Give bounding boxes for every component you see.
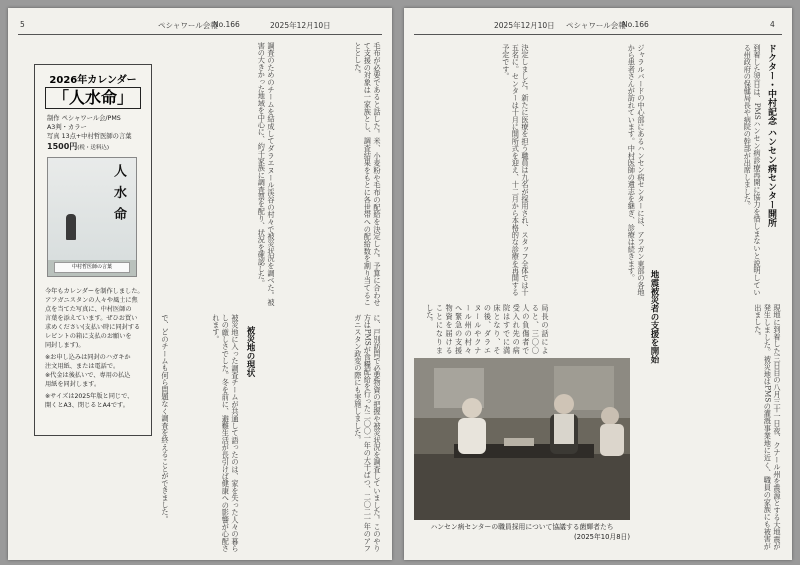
ad-note-line: 今年もカレンダーを制作しました。 xyxy=(45,288,144,295)
issue-date: 2025年12月10日 xyxy=(270,21,331,30)
header-rule xyxy=(18,34,382,35)
report-heading: ドクター・中村記念 ハンセン病センター開所 xyxy=(766,44,776,228)
ad-note-line: ※代金は後払いで、専用の払込 xyxy=(45,372,131,379)
issue-number: No.166 xyxy=(213,20,240,29)
cover-label: 中村哲医師の言葉 xyxy=(54,262,130,273)
calendar-ad xyxy=(34,64,152,436)
photo-caption xyxy=(414,522,630,542)
ad-note-line: ※サイズは2025年版と同じで、 xyxy=(45,393,134,400)
article-column: ジャラルバードの中心部にあるハンセン病センターには、アフガン東部の各地から患者さんが訪れています。中村医師の遺志を継ぎ、診療は続きます。 xyxy=(627,44,646,296)
ad-note-line: ※お申し込みは同封のハガキか xyxy=(45,354,131,361)
ad-note-line: 開くとA3、閉じるとA4です。 xyxy=(45,402,129,409)
ad-product-name: 「人水命」 xyxy=(45,87,141,109)
article-column: 決定しました。新たに医療を担う職員は九名が採用され、スタッフ全体では十五名に。センターは十月に開所式を迎え、十二月から本格的な診療を再開する予定です。 xyxy=(501,44,530,296)
article-column: 局長の話によると、三〇〇人の負傷者で受入れ先の病院はすでに満床となり、その後、ダラエヌールやクナール州の村々へ緊急の支援物資を届けることになりました。 xyxy=(425,304,550,354)
ad-price: 1500円(税・送料込) xyxy=(47,142,110,151)
ad-producer: 制作 ペシャワール会/PMS xyxy=(47,115,121,122)
meeting-photo-illustration xyxy=(414,358,630,520)
article-column: に、戸別訪問で必要物資の把握や被災状況を調査していました。このやり方はPMSが食糧配給を行った二〇〇一年の大干ばつ、二〇二一年のアフガニスタン政変の際にも実施しました。 xyxy=(353,314,382,552)
calendar-cover-image xyxy=(47,157,137,277)
caption-text: ハンセン病センターの職員採用について協議する菌輝者たち xyxy=(430,523,614,531)
ad-contents: 写真 13点+中村哲医師の言葉 xyxy=(47,133,132,140)
newsletter-name: ペシャワール会報 xyxy=(158,21,218,30)
right-page xyxy=(404,8,792,560)
cover-person-figure xyxy=(66,214,76,240)
left-page xyxy=(8,8,392,560)
ad-title: 2026年カレンダー xyxy=(49,75,137,86)
newsletter-name: ペシャワール会報 xyxy=(566,21,626,30)
ad-format: A3判・カラー xyxy=(47,124,87,131)
ad-note-line: レビントの箱に支払のお願いを xyxy=(45,333,132,340)
issue-date: 2025年12月10日 xyxy=(494,21,555,30)
ad-note-line: 言葉を添えています。ぜひお買い xyxy=(45,315,138,322)
ad-note-line: 点を当てた写真に、中村医師の xyxy=(45,306,132,313)
article-column: 現地に到着した三日目の八月三十一日夜、クナール州を震源とする大地震が発生しました。被災地はPMSの灌漑事業地に近く、職員の家族にも被害が出ました。 xyxy=(753,304,782,550)
page-number: 4 xyxy=(770,20,775,29)
article-column: 到着した翌日は、PMSハンセン病診療再開に協力を惜しまないと説明している州政府の保健局長や病院の幹部が出席しました。 xyxy=(743,44,762,296)
article-column: 毛布が必要であると話した。米、小麦粉や毛布の配給を決定した。予算に合わせて支援の対象は一家族とし、調査結果をもとに各世帯への配給数を割り当てることとした。 xyxy=(353,42,382,306)
ad-note-line: 注文用紙、または電話で。 xyxy=(45,363,120,370)
article-column: 調査のためのチームを結成してダラエヌール渓谷の村々で被災状況を調べた。被害の大きかった地域を中心に、約千家族に調査票を配り、状況を確認した。 xyxy=(257,42,276,306)
meeting-photo xyxy=(414,358,630,520)
caption-date: (2025年10月8日) xyxy=(574,533,630,541)
article-column: で、どのチームも何ら問題なく調査を終えることができました。 xyxy=(161,314,170,523)
ad-note-line: アフガニスタンの人々や風土に焦 xyxy=(45,297,138,304)
cover-brush-title: 人 水 命 xyxy=(111,164,126,223)
section-heading: 地震被災者の支援を開始 xyxy=(649,270,659,364)
page-number: 5 xyxy=(20,20,25,29)
ad-note-line: 同封します)。 xyxy=(45,342,85,349)
ad-note-line: 用紙を同封します。 xyxy=(45,381,101,388)
article-column: 被災地に入った調査チームが共通して語ったのは、家を失った人々の暮らしの厳しさでした。冬を前に、避難生活が長引けば健康への影響が心配されます。 xyxy=(211,314,240,552)
issue-number: No.166 xyxy=(622,20,649,29)
header-rule xyxy=(414,34,782,35)
ad-note-line: 求めください(支払い時に同封する xyxy=(45,324,141,331)
section-heading: 被災地の現状 xyxy=(245,326,255,377)
